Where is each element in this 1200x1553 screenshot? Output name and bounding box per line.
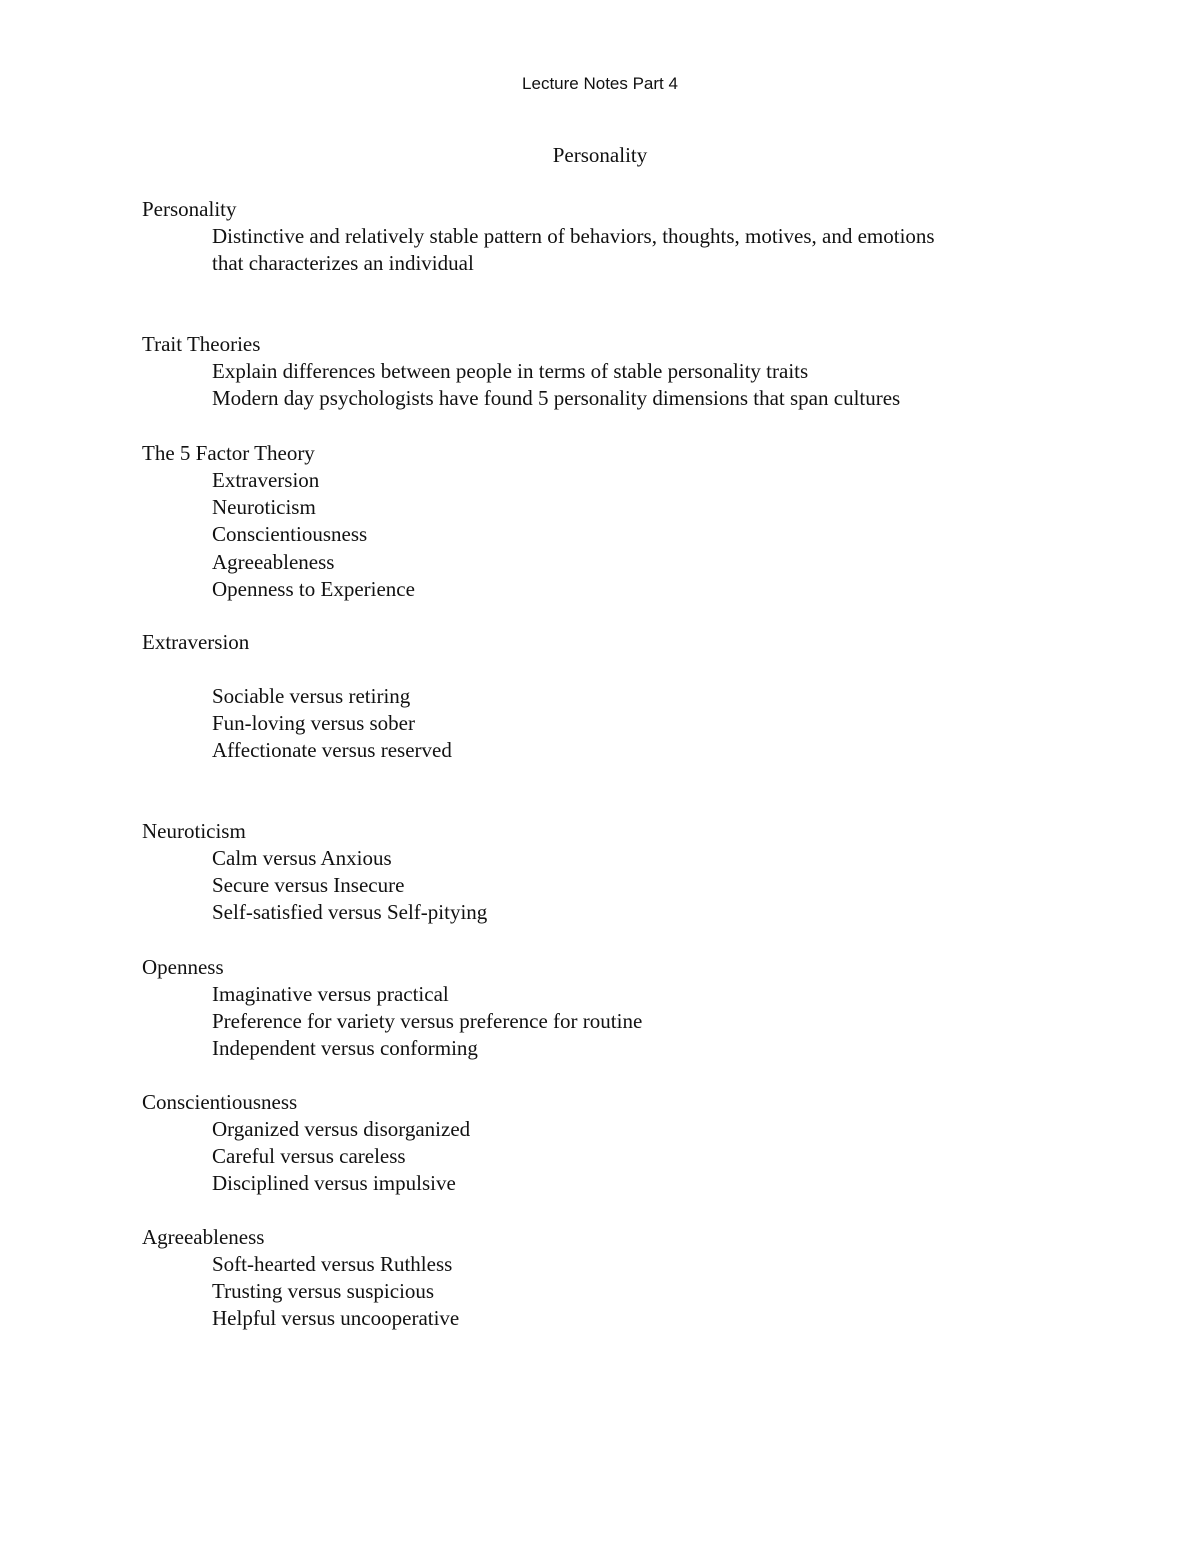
section-line: Extraversion <box>212 468 320 492</box>
section-heading: Openness <box>142 955 224 979</box>
section-line: Secure versus Insecure <box>212 873 405 898</box>
section-agreeableness <box>142 1224 1102 1333</box>
section-heading: Conscientiousness <box>142 1090 298 1114</box>
section-line: Fun-loving versus sober <box>212 711 415 736</box>
section-trait-theories <box>142 331 1102 412</box>
section-heading: Trait Theories <box>142 332 261 356</box>
section-neuroticism <box>142 818 1102 927</box>
section-line: that characterizes an individual <box>212 251 474 276</box>
section-line: Careful versus careless <box>212 1144 406 1169</box>
section-line: Explain differences between people in terms of stable personality traits <box>212 359 809 383</box>
section-extraversion <box>142 629 1102 765</box>
section-line: Trusting versus suspicious <box>212 1279 435 1304</box>
section-conscientiousness <box>142 1089 1102 1198</box>
section-line: Soft-hearted versus Ruthless <box>212 1252 453 1276</box>
section-line: Disciplined versus impulsive <box>212 1171 456 1196</box>
section-line: Self-satisfied versus Self-pitying <box>212 900 488 925</box>
section-line: Modern day psychologists have found 5 personality dimensions that span cultures <box>212 386 901 411</box>
section-line: Preference for variety versus preference for routine <box>212 1009 643 1034</box>
section-lines <box>142 981 1102 1063</box>
section-line: Organized versus disorganized <box>212 1117 471 1141</box>
section-line: Sociable versus retiring <box>212 684 411 708</box>
page-title: Personality <box>552 143 648 167</box>
section-heading: Agreeableness <box>142 1225 265 1249</box>
section-line: Distinctive and relatively stable pattern of behaviors, thoughts, motives, and emotions <box>212 224 935 248</box>
section-lines <box>142 1251 1102 1333</box>
section-line: Openness to Experience <box>212 576 415 601</box>
section-line: Imaginative versus practical <box>212 982 449 1006</box>
section-lines <box>142 1116 1102 1198</box>
section-five-factor-theory <box>142 440 1102 603</box>
section-lines <box>142 683 1102 765</box>
section-heading: Neuroticism <box>142 819 246 843</box>
section-lines <box>142 845 1102 927</box>
section-line: Calm versus Anxious <box>212 846 392 870</box>
section-lines <box>142 358 1102 412</box>
section-heading: Extraversion <box>142 630 250 654</box>
section-lines <box>142 467 1102 603</box>
section-line: Affectionate versus reserved <box>212 738 452 763</box>
section-lines <box>142 223 1102 277</box>
section-line: Conscientiousness <box>212 522 368 547</box>
section-line: Neuroticism <box>212 495 316 520</box>
section-line: Independent versus conforming <box>212 1036 478 1061</box>
section-line: Helpful versus uncooperative <box>212 1306 460 1331</box>
section-heading: Personality <box>142 197 237 221</box>
page-header: Lecture Notes Part 4 <box>522 74 678 93</box>
section-personality <box>142 196 1102 277</box>
section-line: Agreeableness <box>212 549 335 574</box>
section-heading: The 5 Factor Theory <box>142 441 315 465</box>
section-openness <box>142 954 1102 1063</box>
